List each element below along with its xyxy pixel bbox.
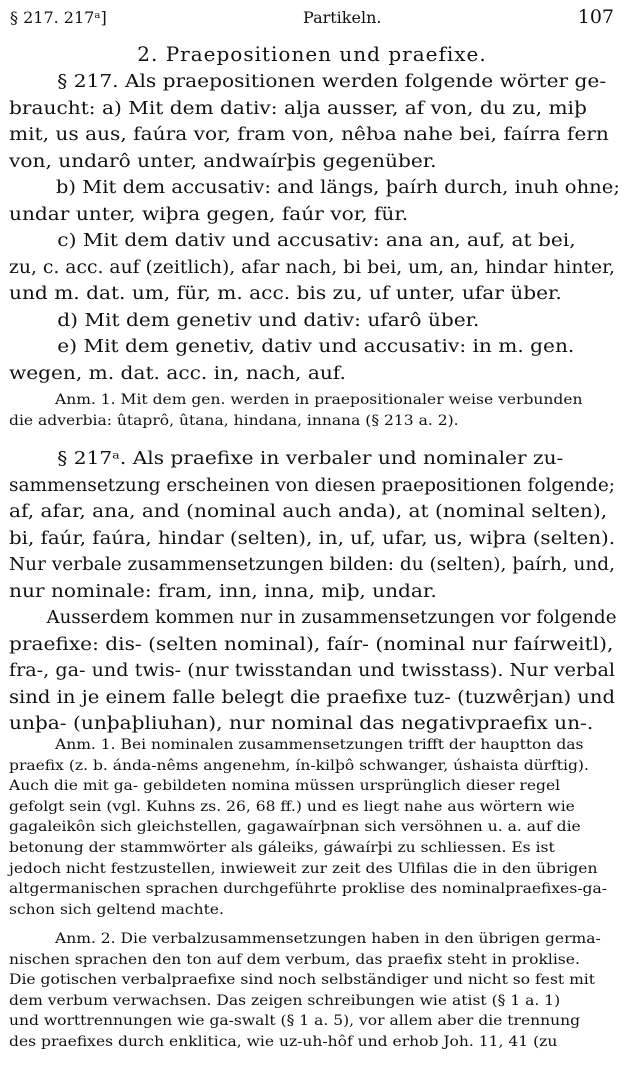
text-line: af, afar, ana, and (nominal auch anda), at (nominal selten),	[9, 502, 608, 522]
text-line: b) Mit dem accusativ: and längs, þaírh durch, inuh ohne;	[55, 178, 620, 198]
text-line: und m. dat. um, für, m. acc. bis zu, uf unter, ufar über.	[9, 284, 562, 304]
header-title: Partikeln.	[303, 7, 382, 27]
text-line: von, undarô unter, andwaírþis gegenüber.	[9, 151, 437, 172]
note-217a-anm2	[9, 929, 615, 1053]
text-line: unþa- (unþaþliuhan), nur nominal das negativpraefix un-.	[9, 714, 594, 734]
note-217-anm1	[9, 390, 615, 432]
text-line: sind in je einem falle belegt die praefixe tuz- (tuzwêrjan) und	[9, 687, 615, 708]
page-number: 107	[577, 6, 614, 28]
text-line: bi, faúr, faúra, hindar (selten), in, uf, ufar, us, wiþra (selten).	[9, 528, 615, 549]
note-line: altgermanischen sprachen durchgeführte proklise des nominalpraefixes-ga-	[9, 881, 608, 898]
note-line: gagaleikôn sich gleichstellen, gagawaírþnan sich versöhnen u. a. auf die	[9, 819, 581, 836]
note-line: jedoch nicht festzustellen, inwieweit zur zeit des Ulfilas die in den übrigen	[9, 860, 598, 877]
note-line: betonung der stammwörter als gáleiks, gáwaírþi zu schliessen. Es ist	[9, 839, 555, 856]
text-line: c) Mit dem dativ und accusativ: ana an, auf, at bei,	[57, 231, 576, 251]
text-line: nur nominale: fram, inn, inna, miþ, undar.	[9, 581, 437, 602]
text-line: praefixe: dis- (selten nominal), faír- (nominal nur faírweitl),	[9, 634, 614, 655]
text-line: zu, c. acc. auf (zeitlich), afar nach, bi bei, um, an, hindar hinter,	[9, 257, 615, 278]
text-line: braucht: a) Mit dem dativ: alja ausser, af von, du zu, miþ	[9, 98, 587, 119]
note-line: Die gotischen verbalpraefixe sind noch selbständiger und nicht so fest mit	[9, 972, 596, 989]
note-line: und worttrennungen wie ga-swalt (§ 1 a. 5), vor allem aber die trennung	[9, 1013, 581, 1030]
note-line: Auch die mit ga- gebildeten nomina müssen ursprünglich dieser regel	[9, 778, 561, 795]
text-line: fra-, ga- und twis- (nur twisstandan und twisstass). Nur verbal	[9, 661, 615, 681]
text-line: § 217ᵃ. Als praefixe in verbaler und nominaler zu-	[57, 449, 564, 469]
text-line: Ausserdem kommen nur in zusammensetzungen vor folgende	[46, 608, 617, 628]
note-line: Anm. 1. Bei nominalen zusammensetzungen trifft der hauptton das	[55, 737, 584, 753]
section-heading: 2. Praepositionen und praefixe.	[137, 42, 487, 66]
text-line: wegen, m. dat. acc. in, nach, auf.	[9, 363, 346, 384]
note-line: die adverbia: ûtaprô, ûtana, hindana, innana (§ 213 a. 2).	[9, 413, 459, 429]
running-header	[10, 5, 614, 29]
note-line: Anm. 1. Mit dem gen. werden in praepositionaler weise verbunden	[55, 392, 583, 408]
text-line: d) Mit dem genetiv und dativ: ufarô über.	[57, 310, 480, 331]
note-line: Anm. 2. Die verbalzusammensetzungen haben in den übrigen germa-	[55, 931, 601, 947]
text-line: undar unter, wiþra gegen, faúr vor, für.	[9, 204, 409, 225]
note-line: gefolgt sein (vgl. Kuhns zs. 26, 68 ff.) und es liegt nahe aus wörtern wie	[9, 798, 575, 815]
text-line: Nur verbale zusammensetzungen bilden: du (selten), þaírh, und,	[9, 555, 615, 575]
note-217a-anm1	[9, 735, 615, 920]
paragraph-217	[9, 69, 620, 387]
text-line: § 217. Als praepositionen werden folgende wörter ge-	[57, 72, 607, 92]
text-line: sammensetzung erscheinen von diesen praepositionen folgende;	[9, 475, 615, 496]
note-line: schon sich geltend machte.	[9, 901, 224, 918]
text-line: mit, us aus, faúra vor, fram von, nêƕa nahe bei, faírra fern	[9, 125, 609, 145]
note-line: dem verbum verwachsen. Das zeigen schreibungen wie atist (§ 1 a. 1)	[9, 992, 561, 1009]
header-section-ref: § 217. 217ᵃ]	[10, 7, 107, 27]
text-line: e) Mit dem genetiv, dativ und accusativ: in m. gen.	[57, 337, 575, 357]
note-line: praefix (z. b. ánda-nêms angenehm, ín-kilþô schwanger, úshaista dürftig).	[9, 757, 589, 774]
paragraph-217a	[9, 446, 615, 738]
note-line: des praefixes durch enklitica, wie uz-uh-hôf und erhob Joh. 11, 41 (zu	[9, 1033, 558, 1050]
note-line: nischen sprachen den ton auf dem verbum, das praefix steht in proklise.	[9, 951, 580, 968]
